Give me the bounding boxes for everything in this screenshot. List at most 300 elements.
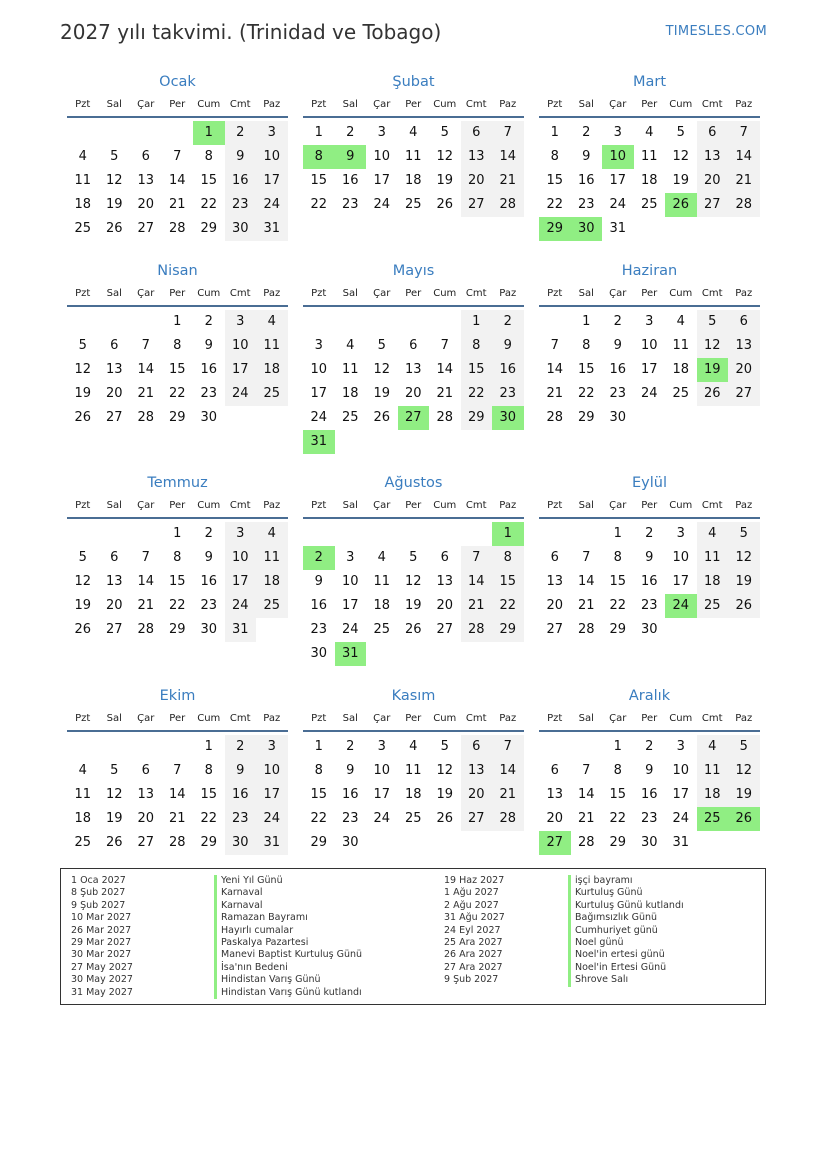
day-cell: 24 — [672, 811, 690, 826]
day-cell: 14 — [137, 362, 155, 377]
day-cell: 24 — [609, 197, 627, 212]
day-cell: 29 — [200, 221, 218, 236]
weekday-label: Cum — [197, 500, 221, 511]
month-calendar — [539, 73, 760, 241]
day-cell: 26 — [105, 221, 123, 236]
day-cell: 11 — [74, 173, 92, 188]
weekday-label: Cum — [197, 99, 221, 110]
day-cell: 14 — [492, 759, 524, 783]
day-cell: 22 — [200, 197, 218, 212]
day-cell: 2 — [225, 121, 257, 145]
day-cell: 11 — [256, 334, 288, 358]
day-grid — [67, 310, 288, 430]
day-cell: 18 — [640, 173, 658, 188]
empty-cell — [539, 310, 571, 334]
legend-date: 9 Şub 2027 — [71, 899, 126, 911]
day-cell: 26 — [728, 594, 760, 618]
day-cell: 4 — [78, 149, 87, 164]
day-cell: 6 — [110, 550, 119, 565]
legend-holiday-name: Karnaval — [214, 887, 362, 899]
day-cell: 13 — [404, 362, 422, 377]
weekday-label: Per — [641, 713, 658, 724]
day-cell: 2 — [346, 125, 355, 140]
day-cell: 5 — [440, 125, 449, 140]
day-cell: 20 — [728, 358, 760, 382]
day-cell: 10 — [256, 759, 288, 783]
weekday-header — [539, 285, 760, 307]
month-name: Eylül — [632, 475, 667, 491]
day-cell: 10 — [225, 546, 257, 570]
day-cell: 24 — [373, 197, 391, 212]
day-cell: 5 — [728, 735, 760, 759]
day-grid — [67, 522, 288, 642]
weekday-label: Çar — [137, 99, 155, 110]
day-cell: 20 — [546, 811, 564, 826]
day-cell: 2 — [645, 739, 654, 754]
legend-date: 27 May 2027 — [71, 961, 133, 973]
weekday-label: Cmt — [229, 99, 251, 110]
legend-date: 31 Ağu 2027 — [444, 912, 505, 924]
day-cell: 27 — [697, 193, 729, 217]
day-cell: 28 — [577, 622, 595, 637]
day-cell: 4 — [346, 338, 355, 353]
day-cell: 9 — [582, 149, 591, 164]
empty-cell — [99, 310, 131, 334]
legend-date: 2 Ağu 2027 — [444, 899, 499, 911]
empty-cell — [67, 121, 99, 145]
weekday-label: Sal — [342, 713, 358, 724]
day-cell: 5 — [728, 522, 760, 546]
day-cell: 29 — [609, 835, 627, 850]
weekday-label: Paz — [263, 500, 281, 511]
day-cell: 2 — [204, 314, 213, 329]
weekday-label: Pzt — [547, 500, 563, 511]
day-cell: 17 — [341, 598, 359, 613]
holiday-day-cell: 29 — [539, 217, 571, 241]
day-cell: 15 — [577, 362, 595, 377]
day-cell: 18 — [373, 598, 391, 613]
day-cell: 2 — [613, 314, 622, 329]
day-cell: 5 — [676, 125, 685, 140]
weekday-label: Cmt — [229, 713, 251, 724]
day-cell: 12 — [74, 362, 92, 377]
weekday-label: Per — [169, 713, 186, 724]
day-cell: 24 — [256, 807, 288, 831]
weekday-label: Paz — [263, 713, 281, 724]
day-cell: 18 — [256, 570, 288, 594]
legend-holiday-name: Noel'in ertesi günü — [568, 949, 684, 961]
day-cell: 4 — [645, 125, 654, 140]
weekday-label: Sal — [342, 99, 358, 110]
day-cell: 31 — [225, 618, 257, 642]
weekday-label: Sal — [342, 288, 358, 299]
day-cell: 2 — [645, 526, 654, 541]
day-cell: 7 — [173, 763, 182, 778]
weekday-label: Per — [641, 99, 658, 110]
day-cell: 20 — [461, 169, 493, 193]
site-link[interactable]: TIMESLES.COM — [665, 24, 767, 39]
weekday-label: Paz — [499, 713, 517, 724]
holiday-day-cell: 9 — [335, 145, 367, 169]
weekday-label: Çar — [609, 713, 627, 724]
day-cell: 17 — [373, 173, 391, 188]
day-cell: 3 — [645, 314, 654, 329]
day-cell: 11 — [373, 574, 391, 589]
day-cell: 19 — [74, 386, 92, 401]
weekday-label: Per — [169, 500, 186, 511]
day-cell: 3 — [256, 735, 288, 759]
day-cell: 13 — [105, 362, 123, 377]
weekday-header — [303, 710, 524, 732]
day-cell: 25 — [697, 594, 729, 618]
day-cell: 6 — [728, 310, 760, 334]
holiday-day-cell: 31 — [303, 430, 335, 454]
empty-cell — [67, 735, 99, 759]
day-cell: 15 — [168, 574, 186, 589]
weekday-label: Paz — [735, 500, 753, 511]
empty-cell — [429, 310, 461, 334]
day-cell: 30 — [609, 410, 627, 425]
legend-date: 30 Mar 2027 — [71, 949, 132, 961]
day-cell: 16 — [640, 787, 658, 802]
day-cell: 13 — [728, 334, 760, 358]
day-cell: 20 — [436, 598, 454, 613]
day-cell: 22 — [168, 386, 186, 401]
weekday-label: Pzt — [75, 288, 91, 299]
weekday-header — [303, 96, 524, 118]
weekday-label: Çar — [373, 99, 391, 110]
day-cell: 18 — [74, 197, 92, 212]
day-cell: 16 — [577, 173, 595, 188]
legend-holiday-name: İsa'nın Bedeni — [214, 962, 362, 974]
day-cell: 14 — [137, 574, 155, 589]
day-cell: 3 — [346, 550, 355, 565]
legend-date: 8 Şub 2027 — [71, 887, 126, 899]
day-cell: 17 — [609, 173, 627, 188]
day-cell: 13 — [137, 173, 155, 188]
day-cell: 4 — [409, 739, 418, 754]
day-cell: 3 — [225, 522, 257, 546]
day-cell: 24 — [225, 382, 257, 406]
day-cell: 1 — [550, 125, 559, 140]
weekday-header — [67, 497, 288, 519]
day-cell: 2 — [346, 739, 355, 754]
day-cell: 7 — [492, 735, 524, 759]
day-cell: 6 — [440, 550, 449, 565]
weekday-label: Per — [169, 99, 186, 110]
weekday-label: Paz — [735, 713, 753, 724]
legend-date: 29 Mar 2027 — [71, 936, 132, 948]
day-cell: 29 — [492, 618, 524, 642]
day-cell: 27 — [728, 382, 760, 406]
empty-cell — [539, 735, 571, 759]
empty-cell — [398, 310, 430, 334]
legend-date: 26 Mar 2027 — [71, 924, 132, 936]
day-cell: 13 — [697, 145, 729, 169]
holiday-day-cell: 26 — [728, 807, 760, 831]
weekday-label: Per — [405, 99, 422, 110]
legend-holiday-name: Hayırlı cumalar — [214, 925, 362, 937]
day-cell: 13 — [461, 145, 493, 169]
day-cell: 5 — [409, 550, 418, 565]
day-cell: 5 — [78, 338, 87, 353]
day-cell: 6 — [141, 763, 150, 778]
day-cell: 31 — [256, 831, 288, 855]
day-cell: 9 — [645, 550, 654, 565]
day-cell: 12 — [74, 574, 92, 589]
day-cell: 30 — [225, 217, 257, 241]
day-cell: 23 — [341, 811, 359, 826]
day-cell: 25 — [74, 221, 92, 236]
day-cell: 21 — [492, 169, 524, 193]
day-cell: 20 — [137, 197, 155, 212]
weekday-label: Çar — [137, 288, 155, 299]
day-cell: 30 — [640, 622, 658, 637]
day-cell: 29 — [461, 406, 493, 430]
empty-cell — [539, 522, 571, 546]
day-grid — [539, 310, 760, 430]
day-cell: 13 — [546, 787, 564, 802]
day-cell: 16 — [609, 362, 627, 377]
day-cell: 23 — [640, 811, 658, 826]
weekday-label: Sal — [578, 288, 594, 299]
day-cell: 21 — [492, 783, 524, 807]
day-cell: 5 — [377, 338, 386, 353]
day-cell: 1 — [582, 314, 591, 329]
weekday-header — [539, 497, 760, 519]
month-calendar — [539, 474, 760, 642]
legend-holiday-name: Paskalya Pazartesi — [214, 937, 362, 949]
day-cell: 11 — [672, 338, 690, 353]
weekday-label: Cmt — [701, 99, 723, 110]
weekday-header — [539, 96, 760, 118]
weekday-label: Sal — [106, 713, 122, 724]
empty-cell — [162, 735, 194, 759]
day-cell: 6 — [110, 338, 119, 353]
day-cell: 18 — [341, 386, 359, 401]
day-cell: 18 — [404, 173, 422, 188]
day-cell: 8 — [204, 149, 213, 164]
month-name: Nisan — [157, 263, 198, 279]
day-cell: 27 — [137, 835, 155, 850]
day-cell: 22 — [609, 598, 627, 613]
day-cell: 14 — [461, 570, 493, 594]
day-cell: 10 — [225, 334, 257, 358]
day-cell: 28 — [137, 622, 155, 637]
weekday-label: Paz — [499, 99, 517, 110]
month-name: Ocak — [159, 74, 196, 90]
day-cell: 27 — [546, 622, 564, 637]
legend-date: 30 May 2027 — [71, 974, 133, 986]
month-calendar — [303, 73, 524, 217]
weekday-label: Cum — [433, 500, 457, 511]
weekday-label: Cum — [669, 99, 693, 110]
day-cell: 8 — [173, 550, 182, 565]
weekday-label: Pzt — [75, 713, 91, 724]
day-cell: 26 — [74, 410, 92, 425]
weekday-label: Çar — [137, 500, 155, 511]
day-cell: 3 — [314, 338, 323, 353]
day-cell: 23 — [225, 193, 257, 217]
month-name: Şubat — [392, 74, 435, 90]
empty-cell — [429, 522, 461, 546]
day-cell: 30 — [341, 835, 359, 850]
empty-cell — [162, 121, 194, 145]
day-cell: 21 — [546, 386, 564, 401]
day-cell: 23 — [310, 622, 328, 637]
day-cell: 1 — [173, 314, 182, 329]
empty-cell — [366, 310, 398, 334]
day-cell: 11 — [74, 787, 92, 802]
day-cell: 20 — [137, 811, 155, 826]
day-cell: 18 — [74, 811, 92, 826]
day-cell: 30 — [640, 835, 658, 850]
day-cell: 29 — [577, 410, 595, 425]
day-cell: 26 — [105, 835, 123, 850]
day-cell: 4 — [256, 310, 288, 334]
day-grid — [539, 121, 760, 241]
day-cell: 6 — [461, 735, 493, 759]
legend-holiday-name: Ramazan Bayramı — [214, 912, 362, 924]
day-cell: 26 — [436, 811, 454, 826]
empty-cell — [366, 522, 398, 546]
empty-cell — [99, 121, 131, 145]
day-cell: 27 — [461, 193, 493, 217]
day-cell: 7 — [173, 149, 182, 164]
month-name: Ağustos — [384, 475, 443, 491]
weekday-label: Per — [405, 288, 422, 299]
day-cell: 18 — [404, 787, 422, 802]
holiday-day-cell: 19 — [697, 358, 729, 382]
weekday-label: Pzt — [311, 500, 327, 511]
legend-date: 9 Şub 2027 — [444, 974, 499, 986]
holiday-day-cell: 27 — [539, 831, 571, 855]
day-cell: 12 — [105, 173, 123, 188]
day-cell: 13 — [436, 574, 454, 589]
day-cell: 12 — [436, 149, 454, 164]
day-cell: 4 — [697, 522, 729, 546]
day-cell: 14 — [168, 787, 186, 802]
weekday-label: Çar — [609, 99, 627, 110]
empty-cell — [303, 310, 335, 334]
day-cell: 7 — [461, 546, 493, 570]
day-cell: 22 — [546, 197, 564, 212]
day-cell: 19 — [105, 197, 123, 212]
weekday-label: Cmt — [465, 500, 487, 511]
month-calendar — [67, 73, 288, 241]
day-cell: 21 — [461, 594, 493, 618]
day-cell: 15 — [168, 362, 186, 377]
day-cell: 1 — [204, 739, 213, 754]
day-cell: 27 — [105, 622, 123, 637]
holiday-day-cell: 24 — [665, 594, 697, 618]
day-cell: 25 — [404, 811, 422, 826]
weekday-label: Sal — [578, 500, 594, 511]
empty-cell — [99, 522, 131, 546]
weekday-label: Per — [641, 288, 658, 299]
holiday-day-cell: 25 — [697, 807, 729, 831]
day-cell: 12 — [728, 546, 760, 570]
day-cell: 29 — [310, 835, 328, 850]
legend-holiday-name: Shrove Salı — [568, 974, 684, 986]
page-title: 2027 yılı takvimi. (Trinidad ve Tobago) — [60, 20, 442, 44]
day-cell: 3 — [676, 739, 685, 754]
day-cell: 3 — [613, 125, 622, 140]
weekday-label: Paz — [499, 500, 517, 511]
day-cell: 3 — [377, 125, 386, 140]
weekday-label: Cmt — [701, 713, 723, 724]
day-cell: 2 — [492, 310, 524, 334]
day-grid — [539, 522, 760, 642]
weekday-label: Çar — [137, 713, 155, 724]
day-cell: 25 — [341, 410, 359, 425]
day-cell: 1 — [461, 310, 493, 334]
day-cell: 6 — [461, 121, 493, 145]
day-cell: 11 — [256, 546, 288, 570]
day-cell: 14 — [492, 145, 524, 169]
day-cell: 11 — [404, 149, 422, 164]
day-cell: 4 — [697, 735, 729, 759]
weekday-label: Çar — [373, 288, 391, 299]
day-cell: 28 — [168, 835, 186, 850]
day-cell: 8 — [613, 763, 622, 778]
holiday-day-cell: 27 — [398, 406, 430, 430]
day-cell: 3 — [225, 310, 257, 334]
day-cell: 28 — [492, 193, 524, 217]
day-cell: 26 — [697, 382, 729, 406]
day-cell: 8 — [550, 149, 559, 164]
day-cell: 24 — [373, 811, 391, 826]
day-cell: 19 — [436, 787, 454, 802]
weekday-label: Cum — [433, 99, 457, 110]
day-cell: 21 — [577, 598, 595, 613]
day-cell: 7 — [582, 763, 591, 778]
day-cell: 7 — [550, 338, 559, 353]
weekday-label: Paz — [499, 288, 517, 299]
legend-date: 1 Oca 2027 — [71, 875, 126, 886]
day-cell: 29 — [168, 622, 186, 637]
legend-holiday-name: Kurtuluş Günü kutlandı — [568, 900, 684, 912]
day-cell: 23 — [341, 197, 359, 212]
day-grid — [303, 522, 524, 666]
weekday-header — [67, 285, 288, 307]
day-cell: 10 — [310, 362, 328, 377]
day-cell: 30 — [200, 410, 218, 425]
day-cell: 20 — [105, 386, 123, 401]
empty-cell — [130, 121, 162, 145]
day-cell: 8 — [613, 550, 622, 565]
day-cell: 23 — [200, 598, 218, 613]
day-cell: 23 — [200, 386, 218, 401]
day-cell: 18 — [697, 570, 729, 594]
day-cell: 9 — [346, 763, 355, 778]
day-cell: 22 — [200, 811, 218, 826]
day-cell: 17 — [373, 787, 391, 802]
day-cell: 27 — [461, 807, 493, 831]
day-cell: 10 — [672, 763, 690, 778]
weekday-label: Cmt — [229, 288, 251, 299]
legend-holiday-name: Noel'in Ertesi Günü — [568, 962, 684, 974]
day-cell: 19 — [728, 570, 760, 594]
day-grid — [303, 735, 524, 855]
day-cell: 7 — [141, 338, 150, 353]
day-cell: 13 — [546, 574, 564, 589]
day-cell: 30 — [310, 646, 328, 661]
day-cell: 14 — [546, 362, 564, 377]
day-cell: 9 — [204, 550, 213, 565]
weekday-label: Paz — [263, 99, 281, 110]
weekday-label: Cum — [197, 713, 221, 724]
